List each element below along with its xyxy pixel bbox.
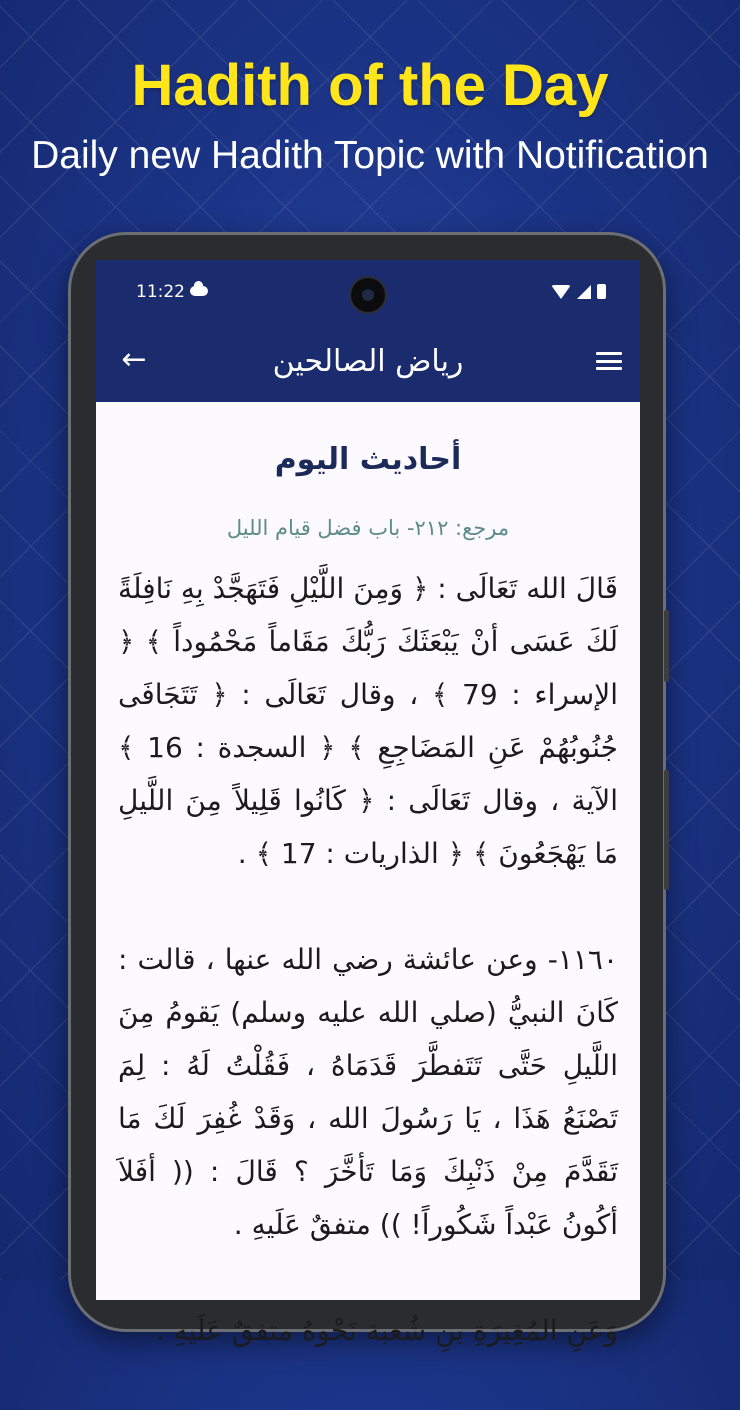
app-title: رياض الصالحين — [272, 344, 464, 379]
hadith-text — [118, 562, 618, 1410]
promo-title: Hadith of the Day — [131, 53, 609, 118]
status-time: 11:22 — [136, 282, 185, 302]
phone-side-button — [664, 770, 669, 890]
section-title: أحاديث اليوم — [274, 442, 462, 477]
front-camera — [351, 278, 385, 312]
app-bar — [96, 260, 640, 402]
hadith-paragraph: ١١٦٠- وعن عائشة رضي الله عنها ، قالت : كَانَ النبيُّ (صلي الله عليه وسلم) يَقومُ مِنَ اللَّيلِ حَتَّى تَتَفطَّرَ قَدَمَاهُ ، فَقُلْتُ لَهُ : لِمَ تَصْنَعُ هَذَا ، يَا رَسُولَ الله ، وَقَدْ غُفِرَ لَكَ مَا تَقَدَّمَ مِنْ ذَنْبِكَ وَمَا تَأخَّرَ ؟ قَالَ : (( أفَلاَ أكُونُ عَبْداً شَكُوراً! )) متفقٌ عَلَيهِ . — [118, 943, 618, 1241]
menu-icon[interactable] — [596, 352, 622, 370]
cloud-icon — [190, 286, 208, 296]
status-icons — [551, 284, 606, 299]
hadith-paragraph: وَعَنِ المُغِيرَةِ بنِ شُعبة نَحْوهُ متفقٌ عَلَيهِ . — [155, 1314, 618, 1347]
wifi-icon — [551, 285, 571, 299]
promo-subtitle: Daily new Hadith Topic with Notification — [31, 134, 709, 177]
hadith-content — [96, 402, 640, 1347]
back-arrow-icon[interactable]: ← — [121, 342, 147, 377]
phone-screen — [96, 260, 640, 1347]
hadith-paragraph: قَالَ الله تَعَالَى : ﴿ وَمِنَ اللَّيْلِ فَتَهَجَّدْ بِهِ نَافِلَةً لَكَ عَسَى أنْ يَبْعَثَكَ رَبُّكَ مَقَاماً مَحْمُوداً ﴾ ﴿ الإسراء : 79 ﴾ ، وقال تَعَالَى : ﴿ تَتَجَافَى جُنُوبُهُمْ عَنِ المَضَاجِعِ ﴾ ﴿ السجدة : 16 ﴾ الآية ، وقال تَعَالَى : ﴿ كَانُوا قَلِيلاً مِنَ اللَّيلِ مَا يَهْجَعُونَ ﴾ ﴿ الذاريات : 17 ﴾ . — [118, 572, 619, 870]
hadith-reference: مرجع: ٢١٢- باب فضل قيام الليل — [226, 516, 510, 540]
signal-icon — [577, 285, 591, 299]
phone-side-button — [664, 610, 669, 682]
battery-icon — [597, 284, 606, 299]
